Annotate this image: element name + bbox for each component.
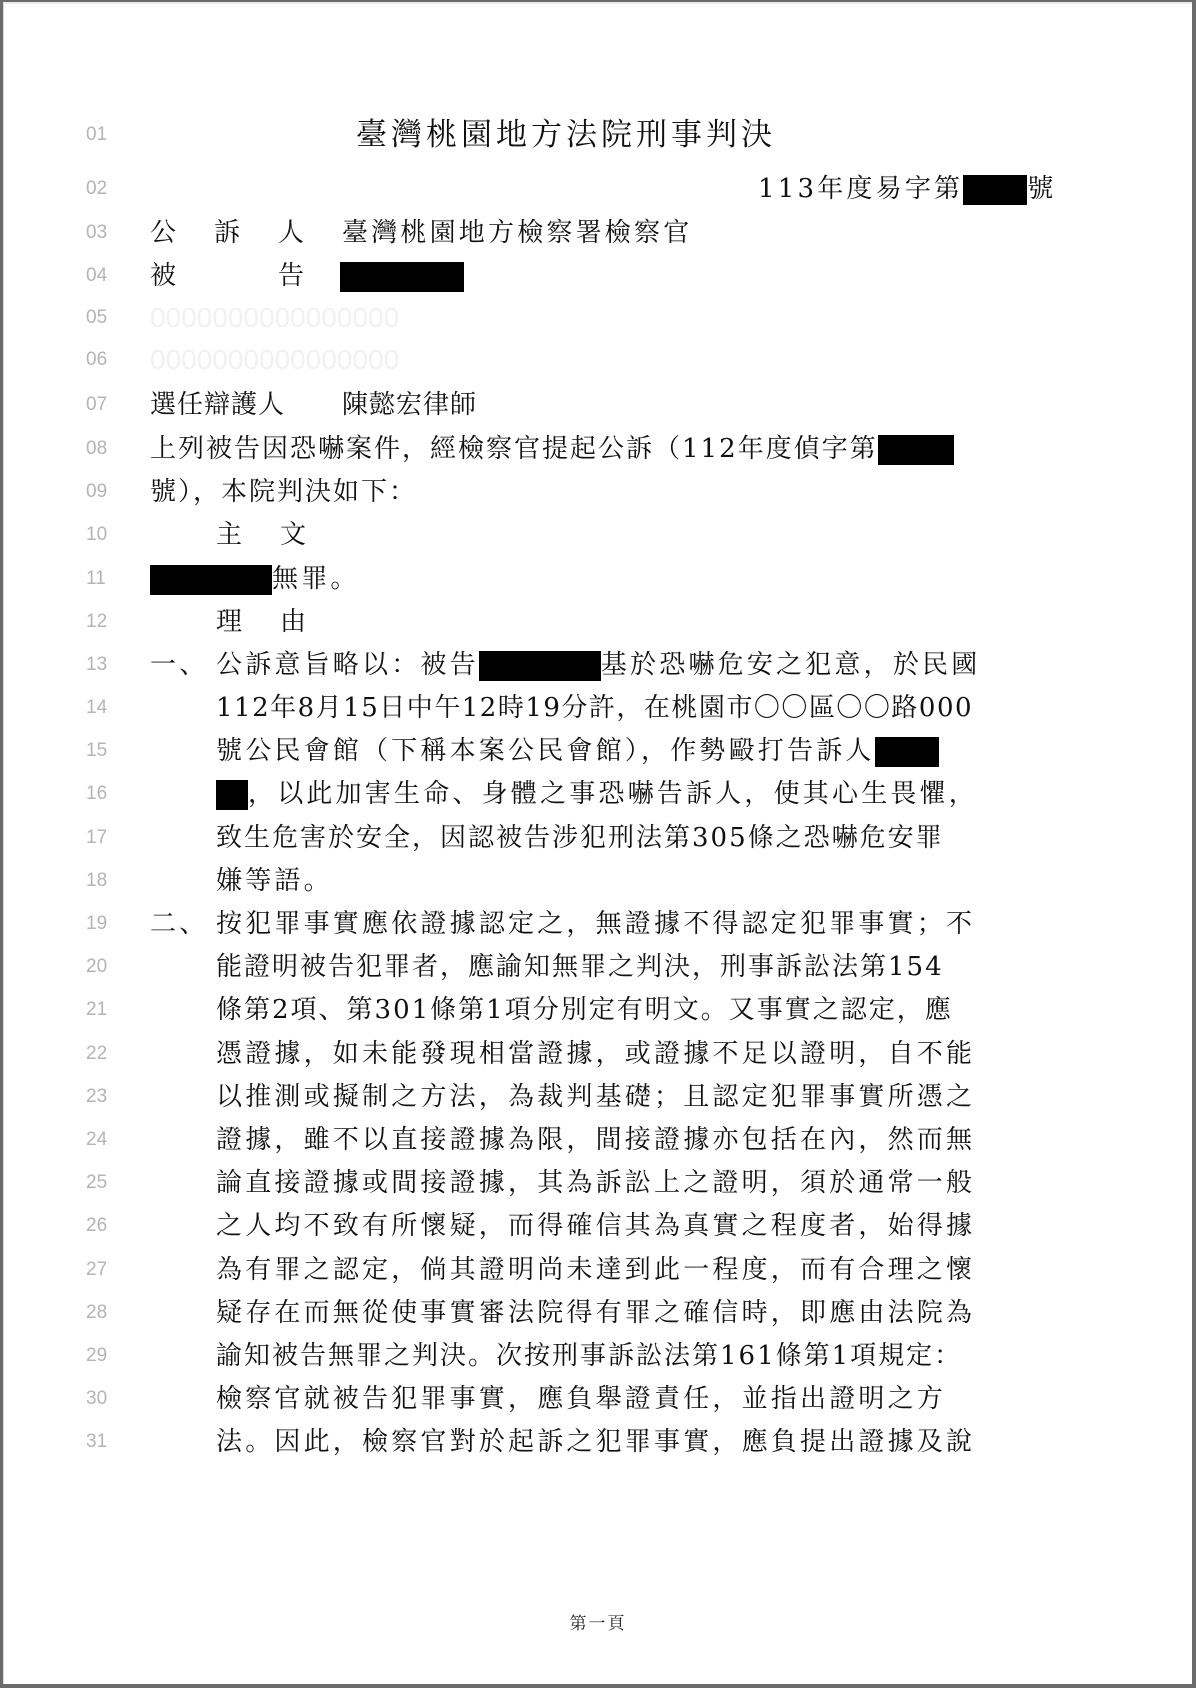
line-number: 17	[86, 827, 108, 848]
line-17	[4, 818, 1192, 858]
document-page	[3, 2, 1192, 1684]
line-06	[4, 340, 1192, 380]
reasons-heading: 理 由	[216, 607, 313, 637]
paragraph-line: 按犯罪事實應依證據認定之，無證據不得認定犯罪事實；不	[216, 909, 976, 939]
line-19	[4, 904, 1192, 944]
redaction-block	[340, 262, 464, 292]
paragraph-line: 論直接證據或間接證據，其為訴訟上之證明，須於通常一般	[216, 1168, 976, 1198]
verdict-text	[150, 559, 360, 599]
line-14	[4, 688, 1192, 728]
section-marker: 二、	[150, 909, 209, 939]
line-number: 16	[86, 783, 108, 804]
prosecutor-label: 公 訴 人	[150, 218, 311, 248]
paragraph-line: 法。因此，檢察官對於起訴之犯罪事實，應負提出證據及說	[216, 1427, 976, 1457]
line-number: 31	[86, 1431, 108, 1452]
line-01	[4, 115, 1192, 155]
paragraph-text: 號公民會館（下稱本案公民會館），作勢毆打告訴人	[216, 736, 875, 766]
line-number: 18	[86, 870, 108, 891]
verdict-heading: 主 文	[216, 520, 313, 550]
line-number: 24	[86, 1129, 108, 1150]
defense-label: 選任辯護人	[150, 390, 286, 420]
paragraph-line: 能證明被告犯罪者，應諭知無罪之判決，刑事訴訟法第154	[216, 952, 944, 982]
line-23	[4, 1077, 1192, 1117]
line-number: 30	[86, 1388, 108, 1409]
paragraph-text: 基於恐嚇危安之犯意，於民國	[600, 650, 981, 680]
line-03	[4, 213, 1192, 253]
line-number: 08	[86, 438, 108, 459]
line-09	[4, 472, 1192, 512]
defense-value: 陳懿宏律師	[342, 390, 478, 420]
line-number: 13	[86, 654, 108, 675]
line-number: 20	[86, 956, 108, 977]
paragraph-line: 證據，雖不以直接證據為限，間接證據亦包括在內，然而無	[216, 1125, 976, 1155]
line-27	[4, 1250, 1192, 1290]
line-15	[4, 731, 1192, 771]
line-29	[4, 1336, 1192, 1376]
line-24	[4, 1120, 1192, 1160]
line-31	[4, 1422, 1192, 1462]
case-number	[758, 169, 1056, 209]
line-number: 03	[86, 222, 108, 243]
prosecutor-value: 臺灣桃園地方檢察署檢察官	[342, 218, 693, 248]
case-number-suffix: 號	[1027, 174, 1057, 204]
line-number: 02	[86, 178, 108, 199]
line-21	[4, 990, 1192, 1030]
line-16	[4, 774, 1192, 814]
line-02	[4, 169, 1192, 209]
redaction-block	[150, 565, 272, 595]
paragraph-line	[216, 645, 980, 685]
line-number: 12	[86, 611, 108, 632]
paragraph-line: 以推測或擬制之方法，為裁判基礎；且認定犯罪事實所憑之	[216, 1082, 976, 1112]
intro-text	[150, 429, 954, 469]
line-number: 01	[86, 124, 108, 145]
line-13	[4, 645, 1192, 685]
line-11	[4, 559, 1192, 599]
line-number: 28	[86, 1302, 108, 1323]
redaction-block	[479, 651, 601, 681]
line-number: 06	[86, 349, 108, 370]
paragraph-line: 致生危害於安全，因認被告涉犯刑法第305條之恐嚇危安罪	[216, 823, 944, 853]
intro-line: 號），本院判決如下：	[150, 477, 418, 507]
line-10	[4, 515, 1192, 555]
placeholder-line: 0000000000000000	[150, 344, 400, 375]
line-number: 05	[86, 307, 108, 328]
paragraph-line: 疑存在而無從使事實審法院得有罪之確信時，即應由法院為	[216, 1298, 976, 1328]
case-number-prefix: 113年度易字第	[758, 174, 964, 204]
line-number: 23	[86, 1086, 108, 1107]
paragraph-line: 檢察官就被告犯罪事實，應負舉證責任，並指出證明之方	[216, 1384, 947, 1414]
line-28	[4, 1293, 1192, 1333]
line-number: 26	[86, 1215, 108, 1236]
line-number: 11	[86, 568, 106, 589]
line-number: 15	[86, 740, 108, 761]
paragraph-line: 112年8月15日中午12時19分許，在桃園市〇〇區〇〇路000	[216, 693, 974, 723]
line-number: 14	[86, 697, 108, 718]
line-number: 25	[86, 1172, 108, 1193]
line-number: 29	[86, 1345, 108, 1366]
paragraph-line: 憑證據，如未能發現相當證據，或證據不足以證明，自不能	[216, 1039, 976, 1069]
redaction-block	[963, 175, 1027, 205]
line-number: 09	[86, 481, 108, 502]
line-number: 19	[86, 913, 108, 934]
line-30	[4, 1379, 1192, 1419]
paragraph-line: 條第2項、第301條第1項分別定有明文。又事實之認定，應	[216, 995, 953, 1025]
line-18	[4, 861, 1192, 901]
line-22	[4, 1034, 1192, 1074]
paragraph-line: 嫌等語。	[216, 866, 333, 896]
defendant-label: 被 告	[150, 261, 311, 291]
line-number: 04	[86, 265, 108, 286]
paragraph-line: 之人均不致有所懷疑，而得確信其為真實之程度者，始得據	[216, 1211, 976, 1241]
line-20	[4, 947, 1192, 987]
paragraph-line	[216, 731, 939, 771]
redaction-block	[875, 737, 939, 767]
defendant-value	[340, 256, 464, 296]
document-title: 臺灣桃園地方法院刑事判決	[356, 117, 776, 153]
paragraph-line: 諭知被告無罪之判決。次按刑事訴訟法第161條第1項規定：	[216, 1341, 963, 1371]
line-07	[4, 385, 1192, 425]
placeholder-line: 0000000000000000	[150, 302, 400, 333]
line-number: 07	[86, 394, 108, 415]
paragraph-line: 為有罪之認定，倘其證明尚未達到此一程度，而有合理之懷	[216, 1255, 976, 1285]
verdict-result: 無罪。	[272, 564, 360, 594]
line-number: 10	[86, 524, 108, 545]
page-footer: 第一頁	[569, 1614, 627, 1634]
line-12	[4, 602, 1192, 642]
paragraph-text: 公訴意旨略以：被告	[216, 650, 479, 680]
section-marker: 一、	[150, 650, 209, 680]
paragraph-line	[216, 774, 978, 814]
line-number: 27	[86, 1259, 108, 1280]
paragraph-text: ，以此加害生命、身體之事恐嚇告訴人，使其心生畏懼，	[248, 779, 979, 809]
line-25	[4, 1163, 1192, 1203]
line-26	[4, 1206, 1192, 1246]
line-number: 22	[86, 1043, 108, 1064]
redaction-block	[216, 780, 248, 810]
line-04	[4, 256, 1192, 296]
line-05	[4, 298, 1192, 338]
line-08	[4, 429, 1192, 469]
redaction-block	[878, 435, 954, 465]
intro-line: 上列被告因恐嚇案件，經檢察官提起公訴（112年度偵字第	[150, 434, 878, 464]
line-number: 21	[86, 999, 108, 1020]
